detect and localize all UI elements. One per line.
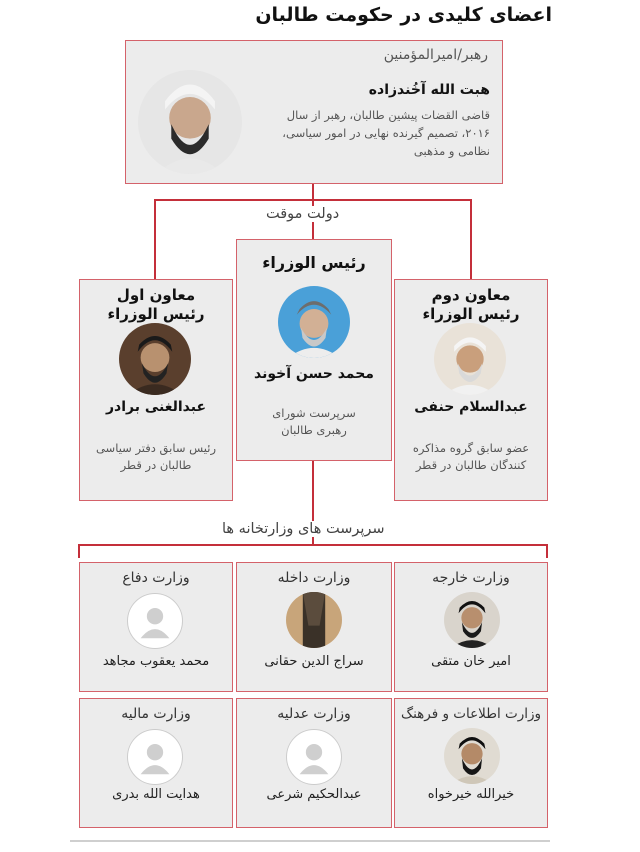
second-deputy-name: عبدالسلام حنفی	[414, 399, 528, 415]
ministry-title-interior: وزارت داخله	[277, 570, 351, 586]
pm-portrait-icon	[278, 286, 350, 358]
first-deputy-desc-2: طالبان در قطر	[120, 458, 192, 472]
page-title: اعضای کلیدی در حکومت طالبان	[255, 4, 552, 26]
leader-desc-2: ۲۰۱۶، تصمیم گیرنده نهایی در امور سیاسی،	[282, 126, 490, 140]
information-minister-portrait-icon	[444, 728, 500, 784]
pm-desc-1: سرپرست شورای	[272, 406, 356, 420]
ministry-title-defense: وزارت دفاع	[122, 570, 190, 586]
second-deputy-portrait-icon	[434, 323, 506, 395]
minister-name-foreign: امیر خان متقی	[431, 654, 511, 669]
person-placeholder-icon	[128, 594, 182, 648]
leader-desc-3: نظامی و مذهبی	[413, 144, 490, 158]
first-deputy-role-1: معاون اول	[116, 286, 196, 304]
pm-name: محمد حسن آخوند	[254, 366, 374, 382]
connector-ministries-right	[546, 544, 548, 558]
connector-left-down	[154, 199, 156, 279]
foreign-minister-portrait-icon	[444, 592, 500, 648]
first-deputy-portrait-icon	[119, 323, 191, 395]
person-placeholder-icon	[128, 730, 182, 784]
pm-desc-2: رهبری طالبان	[281, 423, 347, 437]
footer-divider	[70, 840, 550, 842]
first-deputy-name: عبدالغنی برادر	[105, 399, 207, 415]
interior-minister-portrait-icon	[286, 592, 342, 648]
first-deputy-desc-1: رئیس سابق دفتر سیاسی	[95, 441, 217, 455]
connector-ministries-left	[78, 544, 80, 558]
connector-ministries-horizontal	[78, 544, 548, 546]
person-placeholder-icon	[287, 730, 341, 784]
minister-name-interior: سراج الدین حقانی	[264, 654, 364, 669]
first-deputy-role-2: رئیس الوزراء	[107, 305, 205, 323]
leader-desc-1: قاضی القضات پیشین طالبان، رهبر از سال	[286, 108, 490, 122]
minister-name-finance: هدایت الله بدری	[112, 787, 200, 802]
minister-name-justice: عبدالحکیم شرعی	[266, 787, 362, 802]
second-deputy-role-2: رئیس الوزراء	[422, 305, 520, 323]
ministry-title-finance: وزارت مالیه	[121, 706, 191, 722]
ministry-title-foreign: وزارت خارجه	[432, 570, 510, 586]
ministry-title-information-culture: وزارت اطلاعات و فرهنگ	[400, 706, 542, 722]
connector-right-down	[470, 199, 472, 279]
minister-name-information-culture: خیرالله خیرخواه	[427, 787, 515, 802]
second-deputy-desc-1: عضو سابق گروه مذاکره	[412, 441, 530, 455]
ministries-label: سرپرست های وزارتخانه ها	[214, 521, 393, 537]
ministry-title-justice: وزارت عدلیه	[277, 706, 351, 722]
interim-government-label: دولت موقت	[258, 206, 347, 222]
pm-role: رئیس الوزراء	[262, 253, 366, 272]
second-deputy-role-1: معاون دوم	[431, 286, 511, 304]
minister-name-defense: محمد یعقوب مجاهد	[102, 654, 210, 669]
second-deputy-desc-2: کنندگان طالبان در قطر	[415, 458, 527, 472]
leader-portrait-icon	[138, 70, 242, 174]
leader-role: رهبر/امیرالمؤمنین	[383, 47, 488, 63]
connector-leader-down	[312, 184, 314, 200]
leader-name: هبت الله آخُندزاده	[368, 82, 490, 98]
